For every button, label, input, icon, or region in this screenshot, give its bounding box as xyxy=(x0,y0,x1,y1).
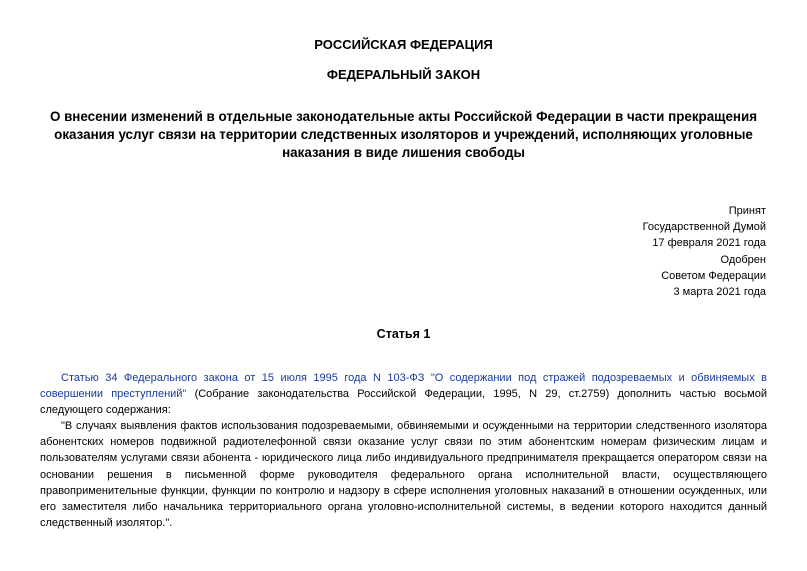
adoption-accepted-date: 17 февраля 2021 года xyxy=(652,237,766,250)
document-type-heading: ФЕДЕРАЛЬНЫЙ ЗАКОН xyxy=(326,67,481,82)
article-paragraph-2 xyxy=(40,418,767,531)
adoption-approved-date: 3 марта 2021 года xyxy=(673,286,766,299)
article-paragraph-1 xyxy=(40,370,767,419)
article-paragraph-1-text: (Собрание законодательства Российской Федерации, 1995, N 29, ст.2759) дополнить частью восьмой следующего содержания: xyxy=(40,388,767,417)
adoption-accepted-body: Государственной Думой xyxy=(642,221,766,234)
adoption-approved-body: Советом Федерации xyxy=(661,269,766,282)
adoption-accepted-label: Принят xyxy=(728,205,766,217)
adoption-approved-label: Одобрен xyxy=(720,253,766,266)
law-reference-link[interactable]: Статью 34 Федерального закона от 15 июля 1995 года N 103-ФЗ "О содержании под стражей подозреваемых и обвиняемых в совершении преступлений" xyxy=(40,372,767,401)
document-title: О внесении изменений в отдельные законодательные акты Российской Федерации в части прекращения оказания услуг связи на территории следственных изоляторов и учреждений, исполняющих уголовные наказания в виде лишения свободы xyxy=(49,109,758,160)
adoption-block xyxy=(643,203,766,300)
article-heading: Статья 1 xyxy=(376,327,431,341)
article-paragraph-2-text: "В случаях выявления фактов использования подозреваемыми, обвиняемыми и осужденными на территории следственного изолятора абонентских номеров подвижной радиотелефонной связи оказание услуг связи по этим абонентским номерам физическим лицам и пользователям услугами связи абонента - юридического лица либо индивидуального предпринимателя прекращается оператором связи на основании решения в письменной форме руководителя федерального органа исполнительной власти, осуществляющего правоприменительные функции, функции по контролю и надзору в сфере исполнения уголовных наказаний в отношении осужденных, или его заместителя либо начальника территориального органа уголовно-исполнительной системы, в ведении которого находится данный следственный изолятор.". xyxy=(40,420,767,530)
document-country-heading: РОССИЙСКАЯ ФЕДЕРАЦИЯ xyxy=(314,37,493,52)
